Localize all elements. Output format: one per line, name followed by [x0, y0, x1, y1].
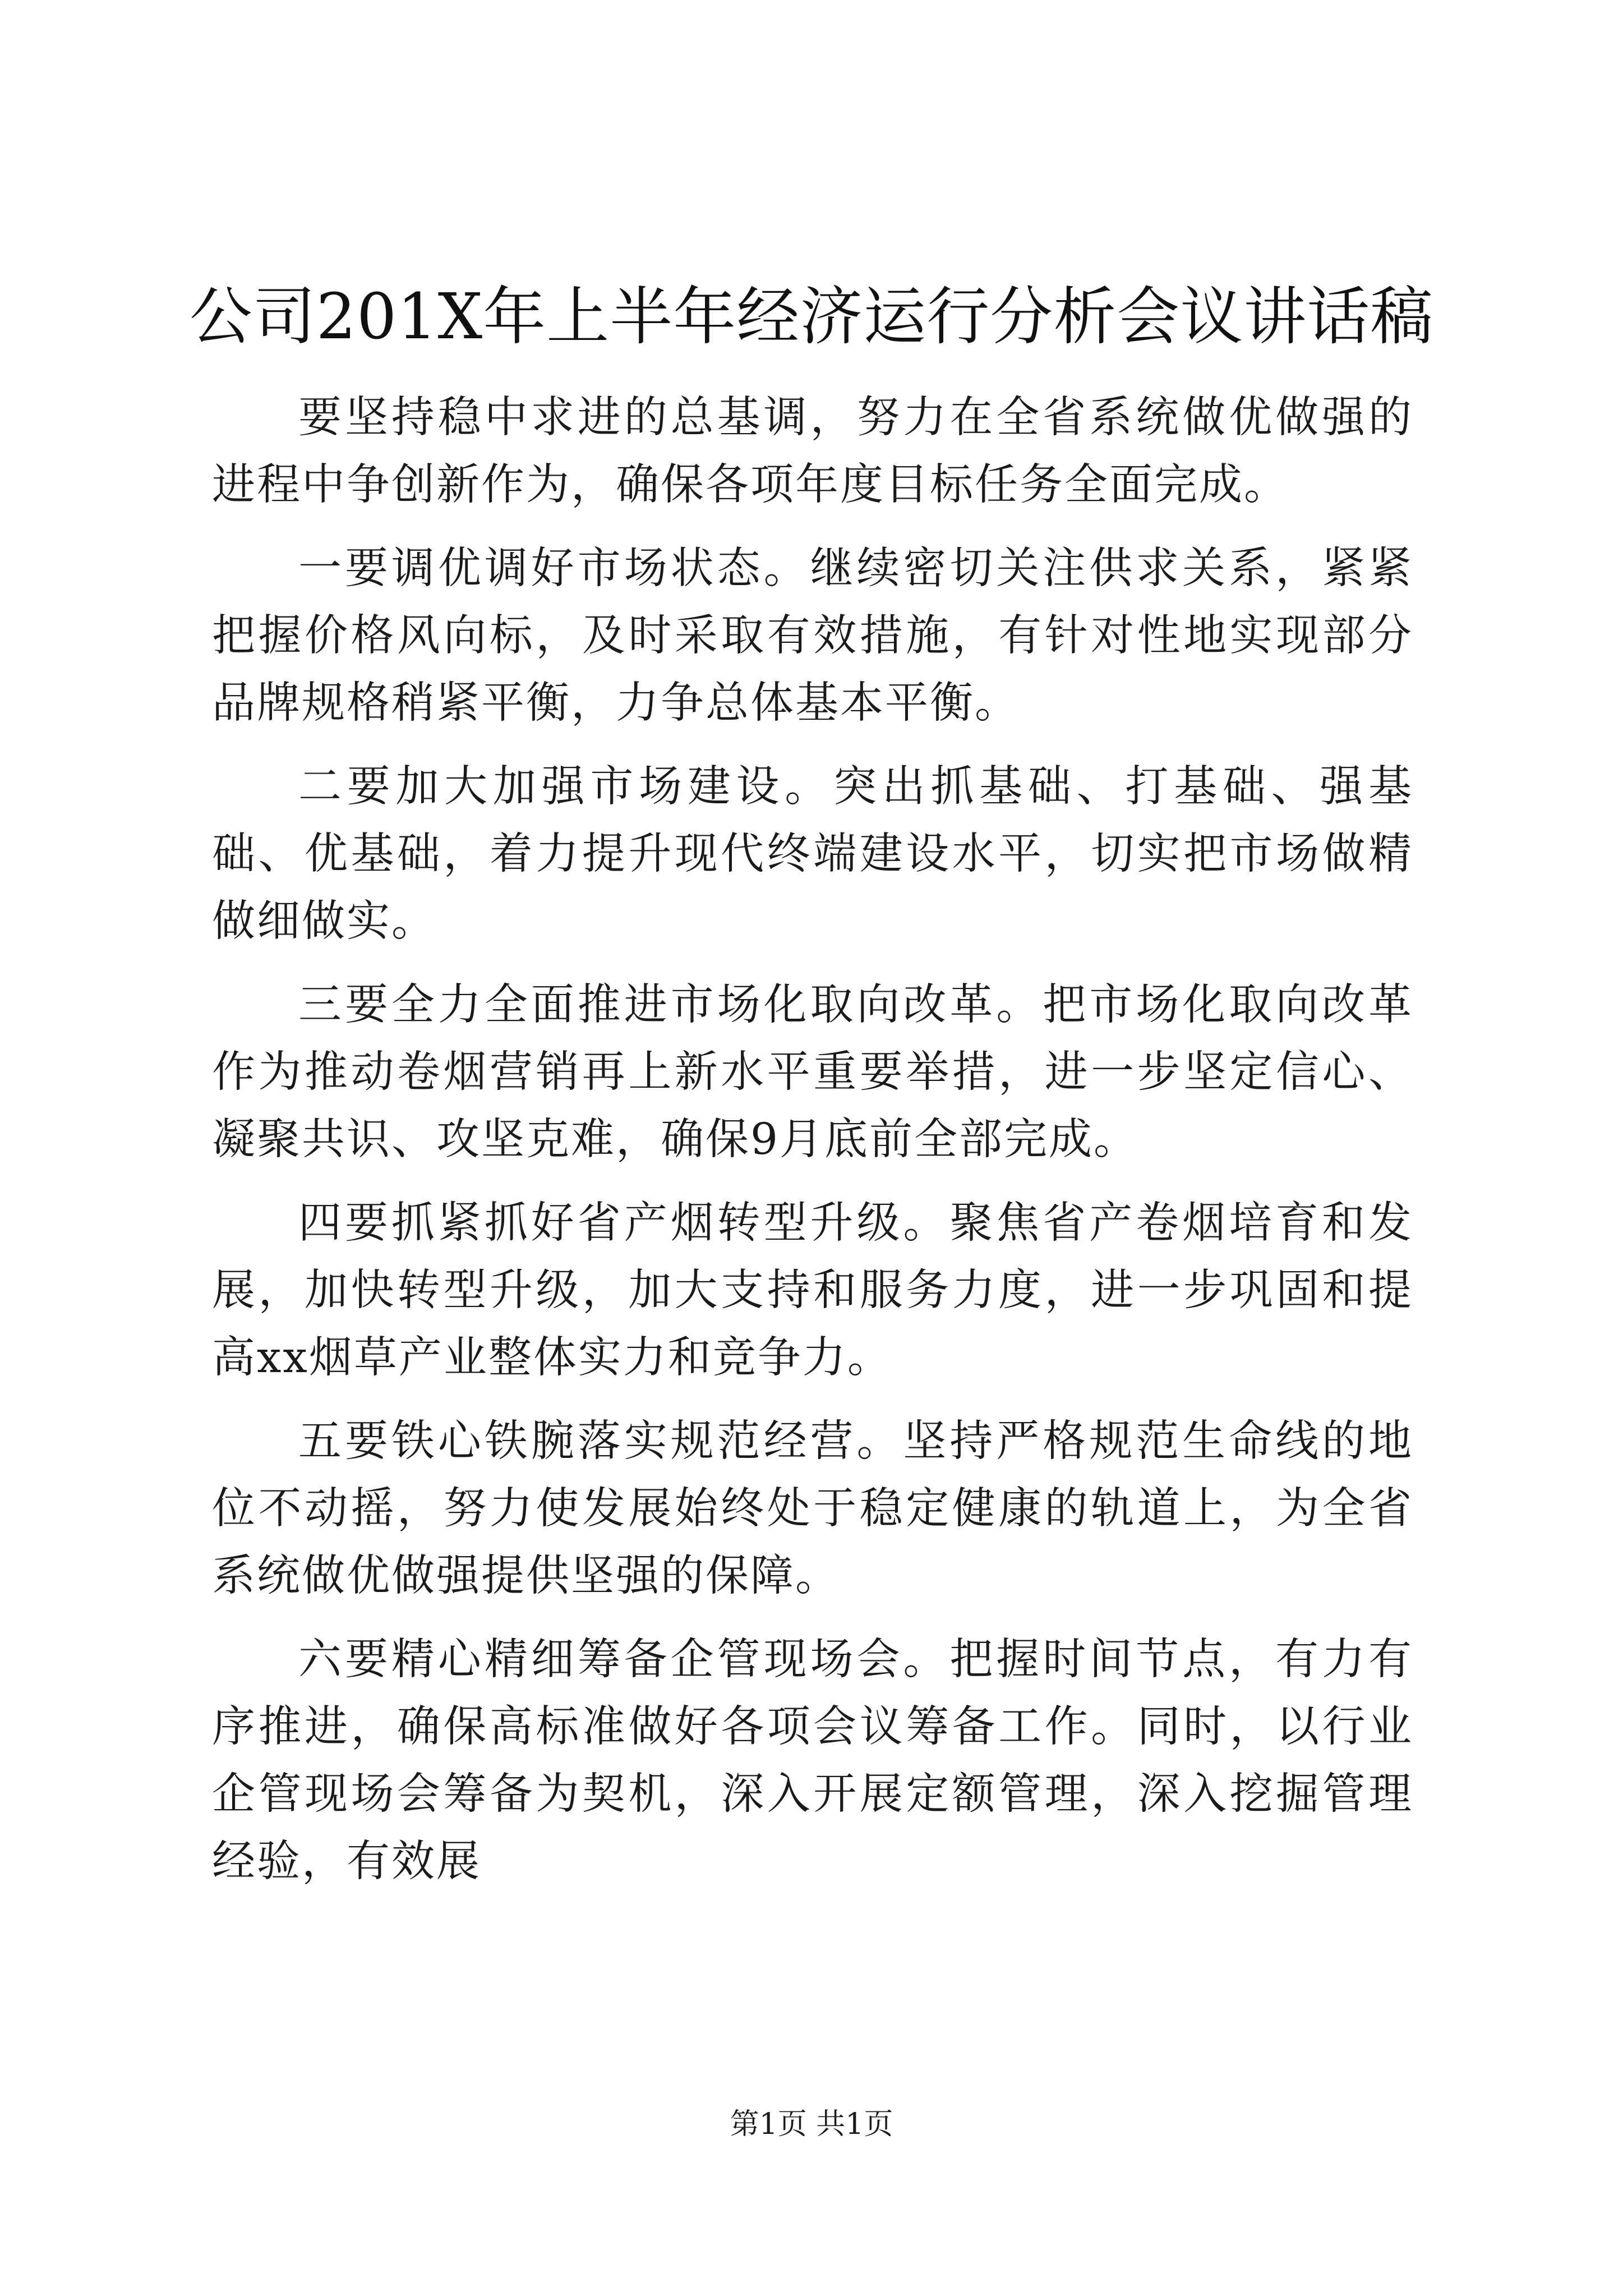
- paragraph-point-4: 四要抓紧抓好省产烟转型升级。聚焦省产卷烟培育和发展，加快转型升级，加大支持和服务力度，进一步巩固和提高xx烟草产业整体实力和竞争力。: [212, 1198, 1413, 1383]
- paragraph-point-3: 三要全力全面推进市场化取向改革。把市场化取向改革作为推动卷烟营销再上新水平重要举措，进一步坚定信心、凝聚共识、攻坚克难，确保9月底前全部完成。: [212, 980, 1413, 1165]
- paragraph-point-5: 五要铁心铁腕落实规范经营。坚持严格规范生命线的地位不动摇，努力使发展始终处于稳定健康的轨道上，为全省系统做优做强提供坚强的保障。: [212, 1416, 1413, 1601]
- paragraph-intro: 要坚持稳中求进的总基调，努力在全省系统做优做强的进程中争创新作为，确保各项年度目标任务全面完成。: [212, 393, 1413, 510]
- paragraph-point-1: 一要调优调好市场状态。继续密切关注供求关系，紧紧把握价格风向标，及时采取有效措施，有针对性地实现部分品牌规格稍紧平衡，力争总体基本平衡。: [212, 544, 1413, 728]
- paragraph-point-2: 二要加大加强市场建设。突出抓基础、打基础、强基础、优基础，着力提升现代终端建设水平，切实把市场做精做细做实。: [212, 762, 1413, 946]
- page-number-footer: 第1页 共1页: [730, 2108, 893, 2141]
- document-body: [212, 384, 1413, 1912]
- paragraph-point-6: 六要精心精细筹备企管现场会。把握时间节点，有力有序推进，确保高标准做好各项会议筹备工作。同时，以行业企管现场会筹备为契机，深入开展定额管理，深入挖掘管理经验，有效展: [212, 1635, 1413, 1887]
- document-title: 公司201X年上半年经济运行分析会议讲话稿: [189, 280, 1434, 353]
